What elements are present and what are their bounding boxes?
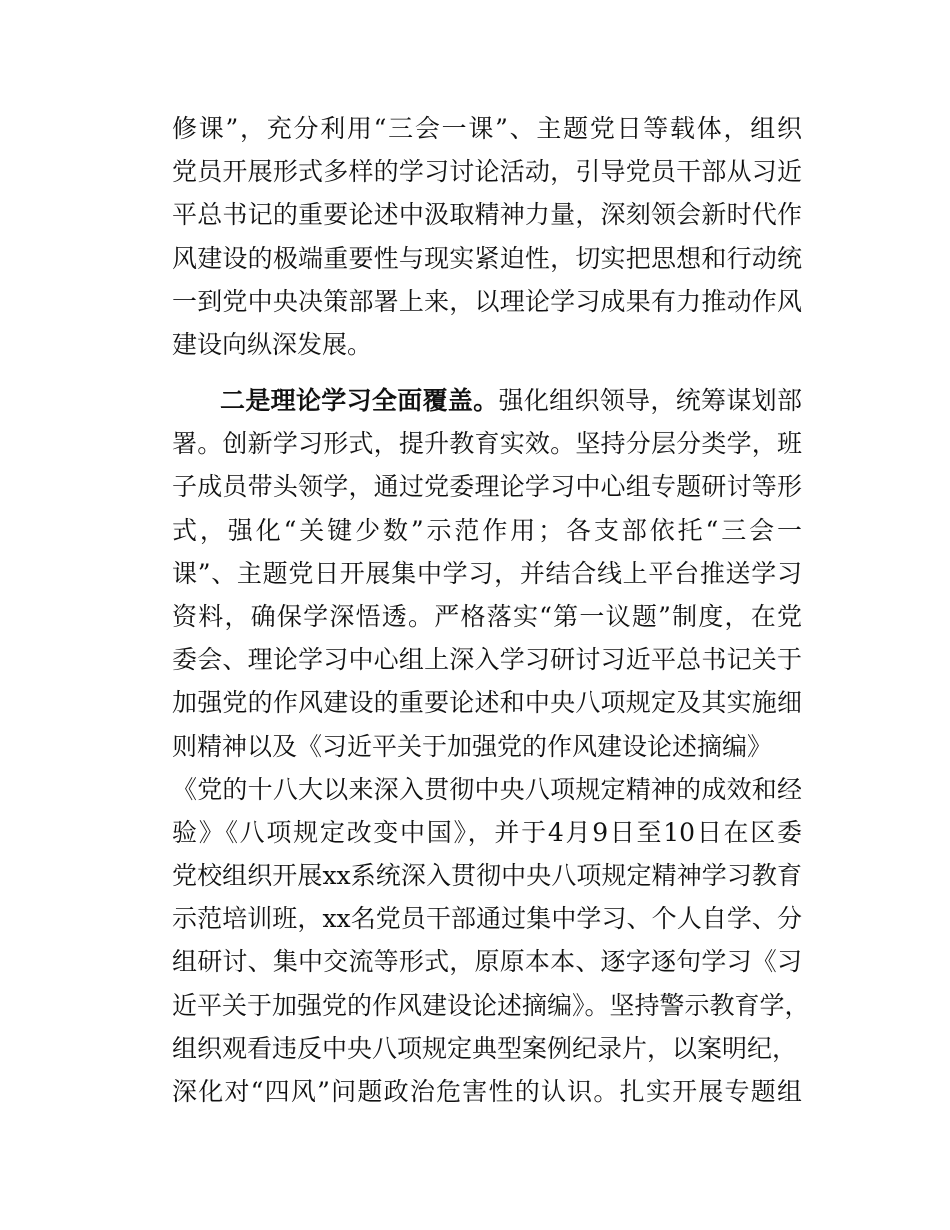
text-run: 强化组织领导，统筹谋划部 bbox=[498, 386, 802, 415]
text-line: 风建设的极端重要性与现实紧迫性，切实把思想和行动统 bbox=[172, 243, 802, 273]
text-line: 课”、主题党日开展集中学习，并结合线上平台推送学习 bbox=[172, 558, 802, 588]
text-line: 加强党的作风建设的重要论述和中央八项规定及其实施细 bbox=[172, 688, 802, 718]
text-line: 《党的十八大以来深入贯彻中央八项规定精神的成效和经 bbox=[172, 774, 802, 804]
text-line: 资料，确保学深悟透。严格落实“第一议题”制度，在党 bbox=[172, 601, 802, 631]
paragraph-2 bbox=[172, 379, 810, 1113]
text-line: 党员开展形式多样的学习讨论活动，引导党员干部从习近 bbox=[172, 157, 802, 187]
paragraph-1 bbox=[172, 107, 802, 366]
text-line: 子成员带头领学，通过党委理论学习中心组专题研讨等形 bbox=[172, 472, 802, 502]
text-line: 式，强化“关键少数”示范作用；各支部依托“三会一 bbox=[172, 515, 802, 545]
text-line: 近平关于加强党的作风建设论述摘编》。坚持警示教育学， bbox=[172, 990, 810, 1020]
text-line: 平总书记的重要论述中汲取精神力量，深刻领会新时代作 bbox=[172, 200, 802, 230]
text-line bbox=[172, 379, 802, 422]
text-line: 署。创新学习形式，提升教育实效。坚持分层分类学，班 bbox=[172, 429, 802, 459]
text-line: 组织观看违反中央八项规定典型案例纪录片，以案明纪， bbox=[172, 1033, 798, 1063]
section-heading: 二是理论学习全面覆盖。 bbox=[220, 386, 499, 415]
text-line: 一到党中央决策部署上来，以理论学习成果有力推动作风 bbox=[172, 286, 802, 316]
text-line: 修课”，充分利用“三会一课”、主题党日等载体，组织 bbox=[172, 114, 802, 143]
text-line: 党校组织开展xx系统深入贯彻中央八项规定精神学习教育 bbox=[172, 861, 802, 891]
text-line: 则精神以及《习近平关于加强党的作风建设论述摘编》 bbox=[172, 731, 773, 761]
text-line: 深化对“四风”问题政治危害性的认识。扎实开展专题组 bbox=[172, 1077, 802, 1106]
text-line: 示范培训班，xx名党员干部通过集中学习、个人自学、分 bbox=[172, 904, 802, 934]
text-line: 验》《八项规定改变中国》，并于4月9日至10日在区委 bbox=[172, 817, 802, 847]
text-line: 委会、理论学习中心组上深入学习研讨习近平总书记关于 bbox=[172, 645, 802, 675]
text-line: 组研讨、集中交流等形式，原原本本、逐字逐句学习《习 bbox=[172, 947, 802, 977]
text-line: 建设向纵深发展。 bbox=[172, 329, 373, 359]
